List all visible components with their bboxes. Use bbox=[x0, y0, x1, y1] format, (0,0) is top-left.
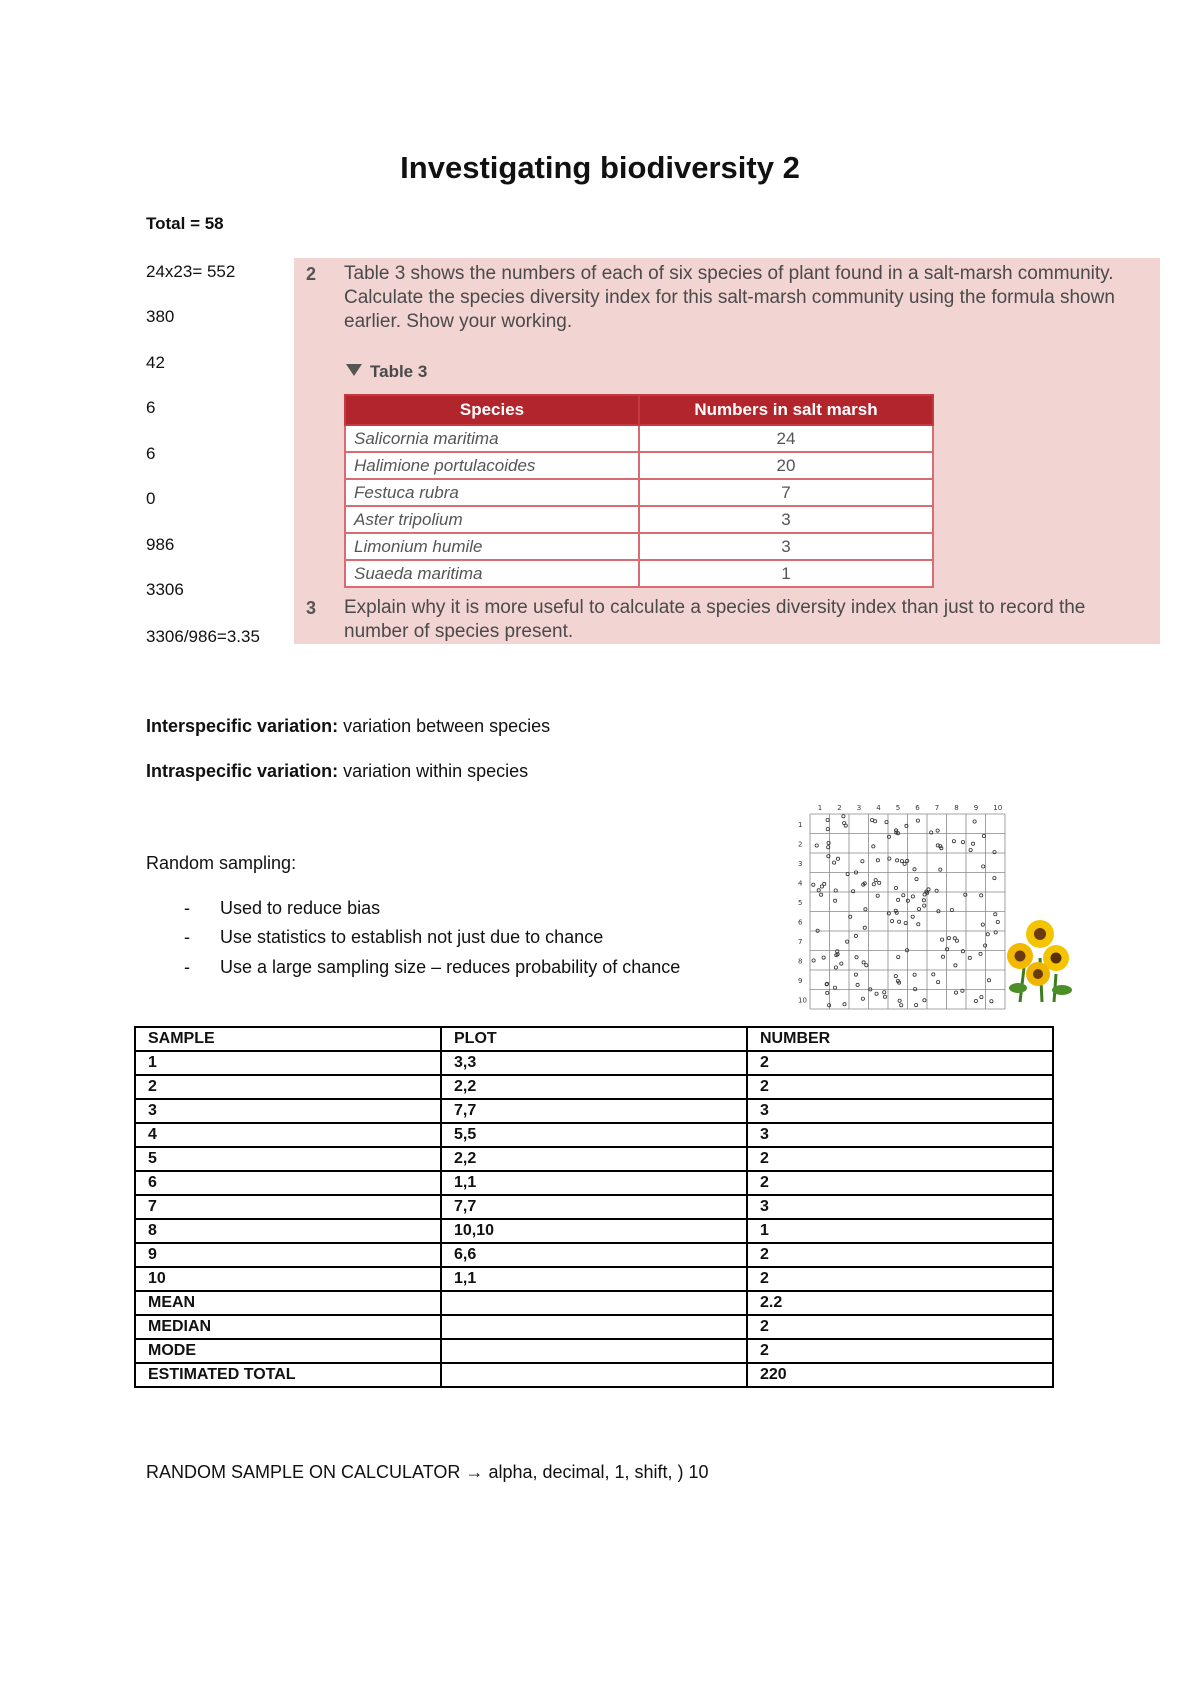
plant-marker-icon bbox=[812, 883, 815, 886]
plant-marker-icon bbox=[861, 860, 864, 863]
plant-marker-icon bbox=[917, 908, 920, 911]
plant-marker-icon bbox=[876, 859, 879, 862]
plant-marker-icon bbox=[961, 841, 964, 844]
table-cell: MODE bbox=[135, 1339, 441, 1363]
plant-marker-icon bbox=[969, 849, 972, 852]
table-cell: 8 bbox=[135, 1219, 441, 1243]
grid-column-label: 2 bbox=[837, 804, 842, 812]
table-cell: 9 bbox=[135, 1243, 441, 1267]
table-row bbox=[135, 1099, 1053, 1123]
definition-term: Intraspecific variation: bbox=[146, 761, 339, 781]
plant-marker-icon bbox=[843, 822, 846, 825]
species-cell: Suaeda maritima bbox=[345, 560, 639, 587]
table-cell: 6,6 bbox=[441, 1243, 747, 1267]
plant-marker-icon bbox=[854, 973, 857, 976]
grid-column-label: 9 bbox=[973, 804, 979, 812]
table-cell: 2 bbox=[747, 1147, 1053, 1171]
plant-marker-icon bbox=[864, 908, 867, 911]
question-3-text: Explain why it is more useful to calculate a species diversity index than just to record the number of species present. bbox=[344, 597, 1086, 642]
table-row bbox=[345, 560, 933, 587]
species-table bbox=[344, 394, 934, 588]
plant-marker-icon bbox=[826, 818, 829, 821]
grid-column-label: 10 bbox=[993, 804, 1003, 812]
triangle-down-icon bbox=[346, 364, 362, 376]
count-cell: 3 bbox=[639, 506, 933, 533]
species-cell: Halimione portulacoides bbox=[345, 452, 639, 479]
table-label bbox=[346, 362, 427, 382]
plant-marker-icon bbox=[863, 926, 866, 929]
plant-marker-icon bbox=[883, 995, 886, 998]
plant-marker-icon bbox=[964, 893, 967, 896]
plant-marker-icon bbox=[923, 904, 926, 907]
plant-marker-icon bbox=[834, 966, 837, 969]
table-cell: 1 bbox=[135, 1051, 441, 1075]
table-cell: 2 bbox=[135, 1075, 441, 1099]
definition-text: variation between species bbox=[338, 716, 551, 736]
plant-marker-icon bbox=[865, 964, 868, 967]
sunflower-image bbox=[1004, 918, 1076, 1004]
plant-marker-icon bbox=[953, 937, 956, 940]
calculator-note bbox=[146, 1462, 709, 1483]
plant-marker-icon bbox=[982, 865, 985, 868]
plant-marker-icon bbox=[906, 899, 909, 902]
table-row bbox=[345, 479, 933, 506]
plant-marker-icon bbox=[968, 956, 971, 959]
definition-interspecific bbox=[146, 716, 550, 737]
table-cell: 1 bbox=[747, 1219, 1053, 1243]
table-row bbox=[135, 1315, 1053, 1339]
plant-marker-icon bbox=[913, 973, 916, 976]
table-cell bbox=[441, 1363, 747, 1387]
table-cell: MEDIAN bbox=[135, 1315, 441, 1339]
random-sampling-heading: Random sampling: bbox=[146, 853, 297, 873]
plant-marker-icon bbox=[911, 895, 914, 898]
table-row bbox=[135, 1267, 1053, 1291]
plant-marker-icon bbox=[872, 883, 875, 886]
working-line: 42 bbox=[146, 353, 165, 372]
plant-marker-icon bbox=[914, 988, 917, 991]
plant-marker-icon bbox=[932, 973, 935, 976]
working-line: 3306 bbox=[146, 580, 184, 599]
plant-marker-icon bbox=[826, 828, 829, 831]
question-2-text: Table 3 shows the numbers of each of six species of plant found in a salt-marsh community. Calculate the species diversity index for this salt-marsh community using the formula shown earlier. Show your working. bbox=[344, 263, 1115, 332]
count-cell: 24 bbox=[639, 425, 933, 452]
grid-row-label: 10 bbox=[798, 996, 807, 1005]
table-row bbox=[345, 425, 933, 452]
plant-marker-icon bbox=[822, 956, 825, 959]
plant-marker-icon bbox=[897, 956, 900, 959]
table-cell: 2 bbox=[747, 1051, 1053, 1075]
plant-marker-icon bbox=[936, 829, 939, 832]
working-line: 986 bbox=[146, 535, 175, 554]
table-row bbox=[135, 1219, 1053, 1243]
plant-marker-icon bbox=[900, 860, 903, 863]
plant-marker-icon bbox=[897, 898, 900, 901]
plant-marker-icon bbox=[843, 1003, 846, 1006]
calculator-note-prefix: RANDOM SAMPLE ON CALCULATOR bbox=[146, 1462, 461, 1482]
plant-marker-icon bbox=[842, 815, 845, 818]
plant-marker-icon bbox=[954, 964, 957, 967]
working-line: 0 bbox=[146, 489, 156, 508]
plant-marker-icon bbox=[981, 923, 984, 926]
plant-marker-icon bbox=[994, 913, 997, 916]
plant-marker-icon bbox=[941, 955, 944, 958]
plant-marker-icon bbox=[917, 923, 920, 926]
plant-marker-icon bbox=[952, 840, 955, 843]
table-cell: 5 bbox=[135, 1147, 441, 1171]
table-cell: 2,2 bbox=[441, 1147, 747, 1171]
plant-marker-icon bbox=[820, 885, 823, 888]
plant-marker-icon bbox=[915, 878, 918, 881]
grid-column-label: 5 bbox=[895, 804, 901, 812]
plant-marker-icon bbox=[855, 956, 858, 959]
table-cell: 5,5 bbox=[441, 1123, 747, 1147]
count-cell: 1 bbox=[639, 560, 933, 587]
dash-icon: - bbox=[184, 898, 190, 918]
plant-marker-icon bbox=[846, 940, 849, 943]
plant-marker-icon bbox=[980, 894, 983, 897]
table-cell: ESTIMATED TOTAL bbox=[135, 1363, 441, 1387]
plant-marker-icon bbox=[854, 934, 857, 937]
table-cell: 10 bbox=[135, 1267, 441, 1291]
plant-marker-icon bbox=[833, 861, 836, 864]
plant-marker-icon bbox=[817, 889, 820, 892]
plant-marker-icon bbox=[836, 857, 839, 860]
table-cell: 2 bbox=[747, 1315, 1053, 1339]
plant-marker-icon bbox=[982, 834, 985, 837]
plant-marker-icon bbox=[990, 1000, 993, 1003]
plant-marker-icon bbox=[913, 868, 916, 871]
plant-marker-icon bbox=[986, 933, 989, 936]
plant-marker-icon bbox=[872, 845, 875, 848]
plant-marker-icon bbox=[894, 975, 897, 978]
table-cell: 3 bbox=[135, 1099, 441, 1123]
sunflower-icon bbox=[1007, 943, 1033, 969]
table-row bbox=[135, 1291, 1053, 1315]
table-row bbox=[345, 452, 933, 479]
table-cell: 1,1 bbox=[441, 1171, 747, 1195]
plant-marker-icon bbox=[996, 920, 999, 923]
table-row bbox=[135, 1147, 1053, 1171]
grid-column-label: 4 bbox=[876, 804, 881, 812]
arrow-right-icon: → bbox=[465, 1462, 484, 1482]
table-cell: 220 bbox=[747, 1363, 1053, 1387]
grid-row-label: 6 bbox=[798, 918, 803, 927]
plant-marker-icon bbox=[891, 920, 894, 923]
plant-marker-icon bbox=[954, 991, 957, 994]
table-cell: 2 bbox=[747, 1075, 1053, 1099]
table-cell: 2.2 bbox=[747, 1291, 1053, 1315]
species-cell: Festuca rubra bbox=[345, 479, 639, 506]
sunflower-icon bbox=[1026, 920, 1054, 948]
grid-column-label: 8 bbox=[954, 804, 959, 812]
species-cell: Limonium humile bbox=[345, 533, 639, 560]
species-cell: Salicornia maritima bbox=[345, 425, 639, 452]
plant-marker-icon bbox=[875, 992, 878, 995]
definition-intraspecific bbox=[146, 761, 528, 782]
table-cell: 2 bbox=[747, 1171, 1053, 1195]
species-cell: Aster tripolium bbox=[345, 506, 639, 533]
textbook-excerpt bbox=[294, 258, 1160, 644]
plant-marker-icon bbox=[941, 938, 944, 941]
table-cell bbox=[441, 1315, 747, 1339]
table-cell: 2 bbox=[747, 1339, 1053, 1363]
sampling-grid-image bbox=[796, 800, 1006, 1010]
grid-column-label: 3 bbox=[856, 804, 862, 812]
plant-marker-icon bbox=[834, 899, 837, 902]
bullet-text: Used to reduce bias bbox=[220, 898, 381, 918]
count-cell: 7 bbox=[639, 479, 933, 506]
plant-marker-icon bbox=[833, 986, 836, 989]
table-row bbox=[135, 1243, 1053, 1267]
header-cell: PLOT bbox=[441, 1027, 747, 1051]
definition-text: variation within species bbox=[338, 761, 529, 781]
plant-marker-icon bbox=[961, 950, 964, 953]
plant-marker-icon bbox=[812, 959, 815, 962]
plant-marker-icon bbox=[904, 922, 907, 925]
total-line: Total = 58 bbox=[146, 214, 224, 233]
table-cell: 2,2 bbox=[441, 1075, 747, 1099]
plant-marker-icon bbox=[862, 961, 865, 964]
plant-marker-icon bbox=[987, 979, 990, 982]
table-row bbox=[135, 1195, 1053, 1219]
plant-marker-icon bbox=[937, 981, 940, 984]
dash-icon: - bbox=[184, 957, 190, 977]
plant-marker-icon bbox=[972, 842, 975, 845]
sunflower-icon bbox=[1026, 962, 1050, 986]
table-cell: 2 bbox=[747, 1267, 1053, 1291]
header-cell: SAMPLE bbox=[135, 1027, 441, 1051]
table-cell: 3 bbox=[747, 1195, 1053, 1219]
table-row bbox=[135, 1075, 1053, 1099]
bullet-item bbox=[184, 898, 380, 919]
table-cell: 7 bbox=[135, 1195, 441, 1219]
plant-marker-icon bbox=[915, 1004, 918, 1007]
table-cell: 7,7 bbox=[441, 1195, 747, 1219]
table-cell: 4 bbox=[135, 1123, 441, 1147]
plant-marker-icon bbox=[874, 820, 877, 823]
bullet-item bbox=[184, 927, 603, 948]
plant-marker-icon bbox=[993, 877, 996, 880]
plant-marker-icon bbox=[898, 920, 901, 923]
table-cell bbox=[441, 1291, 747, 1315]
plant-marker-icon bbox=[984, 944, 987, 947]
header-cell: NUMBER bbox=[747, 1027, 1053, 1051]
table-row bbox=[135, 1339, 1053, 1363]
plant-marker-icon bbox=[939, 868, 942, 871]
plant-marker-icon bbox=[856, 983, 859, 986]
table-cell: 7,7 bbox=[441, 1099, 747, 1123]
plant-marker-icon bbox=[979, 952, 982, 955]
table-cell bbox=[441, 1339, 747, 1363]
count-cell: 20 bbox=[639, 452, 933, 479]
grid-row-label: 4 bbox=[798, 879, 803, 888]
grid-row-label: 1 bbox=[798, 820, 803, 829]
working-line: 24x23= 552 bbox=[146, 262, 236, 281]
dash-icon: - bbox=[184, 927, 190, 947]
count-cell: 3 bbox=[639, 533, 933, 560]
grid-column-label: 1 bbox=[817, 804, 823, 812]
working-line: 380 bbox=[146, 307, 175, 326]
plant-marker-icon bbox=[898, 999, 901, 1002]
plant-marker-icon bbox=[861, 997, 864, 1000]
sample-table bbox=[134, 1026, 1054, 1388]
table-row bbox=[135, 1123, 1053, 1147]
plant-marker-icon bbox=[922, 899, 925, 902]
table-cell: 1,1 bbox=[441, 1267, 747, 1291]
plant-marker-icon bbox=[974, 999, 977, 1002]
table-cell: 3 bbox=[747, 1099, 1053, 1123]
plant-marker-icon bbox=[826, 991, 829, 994]
plant-marker-icon bbox=[903, 862, 906, 865]
plant-marker-icon bbox=[876, 894, 879, 897]
table-label-text: Table 3 bbox=[370, 362, 428, 381]
plant-marker-icon bbox=[883, 991, 886, 994]
working-line: 3306/986=3.35 bbox=[146, 627, 260, 646]
grid-row-label: 2 bbox=[798, 840, 803, 849]
species-header: Species bbox=[345, 395, 639, 425]
plant-marker-icon bbox=[980, 996, 983, 999]
table-row bbox=[135, 1363, 1053, 1387]
bullet-text: Use statistics to establish not just due to chance bbox=[220, 927, 604, 947]
table-cell: 2 bbox=[747, 1243, 1053, 1267]
plant-marker-icon bbox=[894, 886, 897, 889]
plant-marker-icon bbox=[911, 915, 914, 918]
grid-column-label: 7 bbox=[934, 804, 940, 812]
grid-row-label: 7 bbox=[798, 937, 803, 946]
grid-row-label: 5 bbox=[798, 898, 803, 907]
table-header-row bbox=[135, 1027, 1053, 1051]
table-row bbox=[135, 1171, 1053, 1195]
bullet-text: Use a large sampling size – reduces probability of chance bbox=[220, 957, 681, 977]
numbers-header: Numbers in salt marsh bbox=[639, 395, 933, 425]
grid-row-label: 8 bbox=[798, 957, 803, 966]
plant-marker-icon bbox=[896, 859, 899, 862]
definition-term: Interspecific variation: bbox=[146, 716, 339, 736]
plant-marker-icon bbox=[840, 962, 843, 965]
question-number: 3 bbox=[306, 598, 317, 618]
grid-column-label: 6 bbox=[915, 804, 920, 812]
plant-marker-icon bbox=[973, 820, 976, 823]
table-row bbox=[345, 506, 933, 533]
table-cell: 3 bbox=[747, 1123, 1053, 1147]
table-row bbox=[345, 533, 933, 560]
table-row bbox=[135, 1051, 1053, 1075]
table-cell: 3,3 bbox=[441, 1051, 747, 1075]
plant-marker-icon bbox=[902, 894, 905, 897]
plant-marker-icon bbox=[815, 844, 818, 847]
plant-marker-icon bbox=[820, 893, 823, 896]
plant-marker-icon bbox=[916, 819, 919, 822]
plant-marker-icon bbox=[878, 881, 881, 884]
plant-marker-icon bbox=[828, 1004, 831, 1007]
plant-marker-icon bbox=[923, 999, 926, 1002]
question-number: 2 bbox=[306, 264, 317, 284]
working-line: 6 bbox=[146, 444, 156, 463]
table-cell: 6 bbox=[135, 1171, 441, 1195]
plant-marker-icon bbox=[874, 879, 877, 882]
page-title: Investigating biodiversity 2 bbox=[400, 150, 800, 185]
grid-row-label: 3 bbox=[798, 859, 803, 868]
working-line: 6 bbox=[146, 398, 156, 417]
plant-marker-icon bbox=[947, 937, 950, 940]
bullet-item bbox=[184, 957, 680, 978]
table-cell: MEAN bbox=[135, 1291, 441, 1315]
calculator-note-suffix: alpha, decimal, 1, shift, ) 10 bbox=[488, 1462, 709, 1482]
table-cell: 10,10 bbox=[441, 1219, 747, 1243]
plant-marker-icon bbox=[900, 1004, 903, 1007]
grid-row-label: 9 bbox=[798, 976, 803, 985]
